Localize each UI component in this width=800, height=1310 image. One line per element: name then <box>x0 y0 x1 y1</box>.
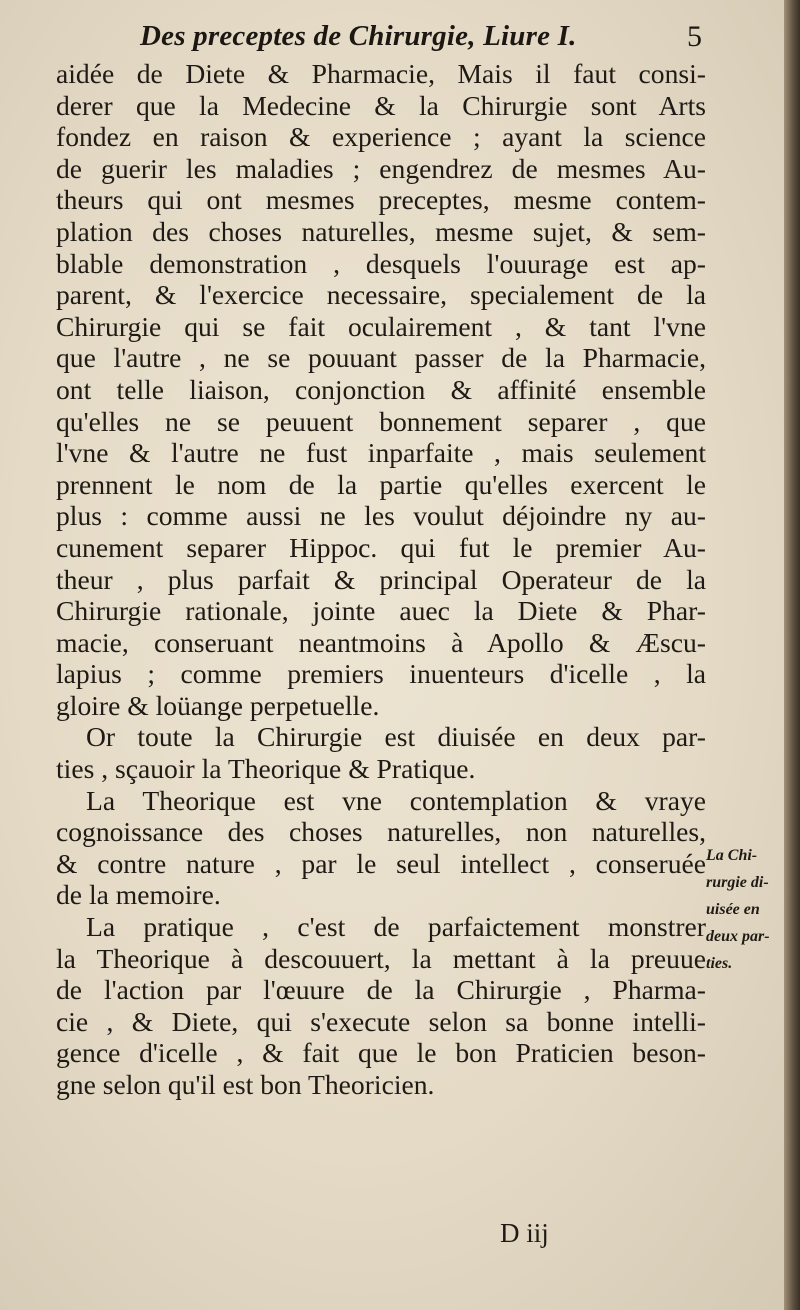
text-line: la Theorique à descouuert, la mettant à la preuue <box>56 942 706 974</box>
text-line: plation des choses naturelles, mesme sujet, & sem- <box>56 215 706 247</box>
text-line: aidée de Diete & Pharmacie, Mais il faut consi- <box>56 58 706 89</box>
text-line: ont telle liaison, conjonction & affinité ensemble <box>56 373 706 405</box>
text-line: de l'action par l'œuure de la Chirurgie , Pharma- <box>56 974 706 1006</box>
text-line: gloire & loüange perpetuelle. <box>56 689 380 721</box>
text-line: gence d'icelle , & fait que le bon Praticien beson- <box>56 1037 706 1069</box>
text-line: derer que la Medecine & la Chirurgie sont Arts <box>56 89 706 121</box>
marginal-note-line: ties. <box>706 955 733 972</box>
page-edge-shadow <box>784 0 800 1310</box>
body-text <box>56 58 706 1101</box>
text-line: de guerir les maladies ; engendrez de mesmes Au- <box>56 152 706 184</box>
text-line: theurs qui ont mesmes preceptes, mesme contem- <box>56 184 706 216</box>
text-line: & contre nature , par le seul intellect , conseruée <box>56 847 706 879</box>
text-line: parent, & l'exercice necessaire, specialement de la <box>56 279 706 311</box>
text-line: theur , plus parfait & principal Operateur de la <box>56 563 706 595</box>
text-line: ties , sçauoir la Theorique & Pratique. <box>56 753 476 785</box>
text-line: que l'autre , ne se pouuant passer de la Pharmacie, <box>56 342 706 374</box>
text-line: l'vne & l'autre ne fust inparfaite , mais seulement <box>56 437 706 469</box>
text-line: cognoissance des choses naturelles, non naturelles, <box>56 816 706 848</box>
text-line: prennent le nom de la partie qu'elles exercent le <box>56 468 706 500</box>
marginal-note-line: La Chi- <box>706 847 758 864</box>
signature-mark: D iij <box>500 1218 549 1248</box>
marginal-note-line: rurgie di- <box>706 874 769 891</box>
text-line: gne selon qu'il est bon Theoricien. <box>56 1069 435 1100</box>
text-line: lapius ; comme premiers inuenteurs d'icelle , la <box>56 658 706 690</box>
text-line: macie, conseruant neantmoins à Apollo & Æscu- <box>56 626 706 658</box>
marginal-note-line: deux par- <box>706 928 770 945</box>
text-line: Chirurgie qui se fait oculairement , & tant l'vne <box>56 310 706 342</box>
text-line: cie , & Diete, qui s'execute selon sa bonne intelli- <box>56 1005 706 1037</box>
marginal-note <box>706 842 792 977</box>
text-line: blable demonstration , desquels l'ouurage est ap- <box>56 247 706 279</box>
text-line: plus : comme aussi ne les voulut déjoindre ny au- <box>56 500 706 532</box>
running-head: Des preceptes de Chirurgie, Liure I. <box>140 20 577 52</box>
text-line: cunement separer Hippoc. qui fut le premier Au- <box>56 531 706 563</box>
marginal-note-line: uisée en <box>706 901 760 918</box>
text-line: La Theorique est vne contemplation & vraye <box>86 784 706 816</box>
text-line: fondez en raison & experience ; ayant la science <box>56 121 706 153</box>
text-line: de la memoire. <box>56 879 221 911</box>
text-line: Chirurgie rationale, jointe auec la Diete & Phar- <box>56 595 706 627</box>
page-header <box>60 20 710 60</box>
text-line: qu'elles ne se peuuent bonnement separer , que <box>56 405 706 437</box>
text-line: Or toute la Chirurgie est diuisée en deux par- <box>86 721 706 753</box>
text-line: La pratique , c'est de parfaictement monstrer <box>86 911 706 943</box>
page-number: 5 <box>687 20 702 53</box>
